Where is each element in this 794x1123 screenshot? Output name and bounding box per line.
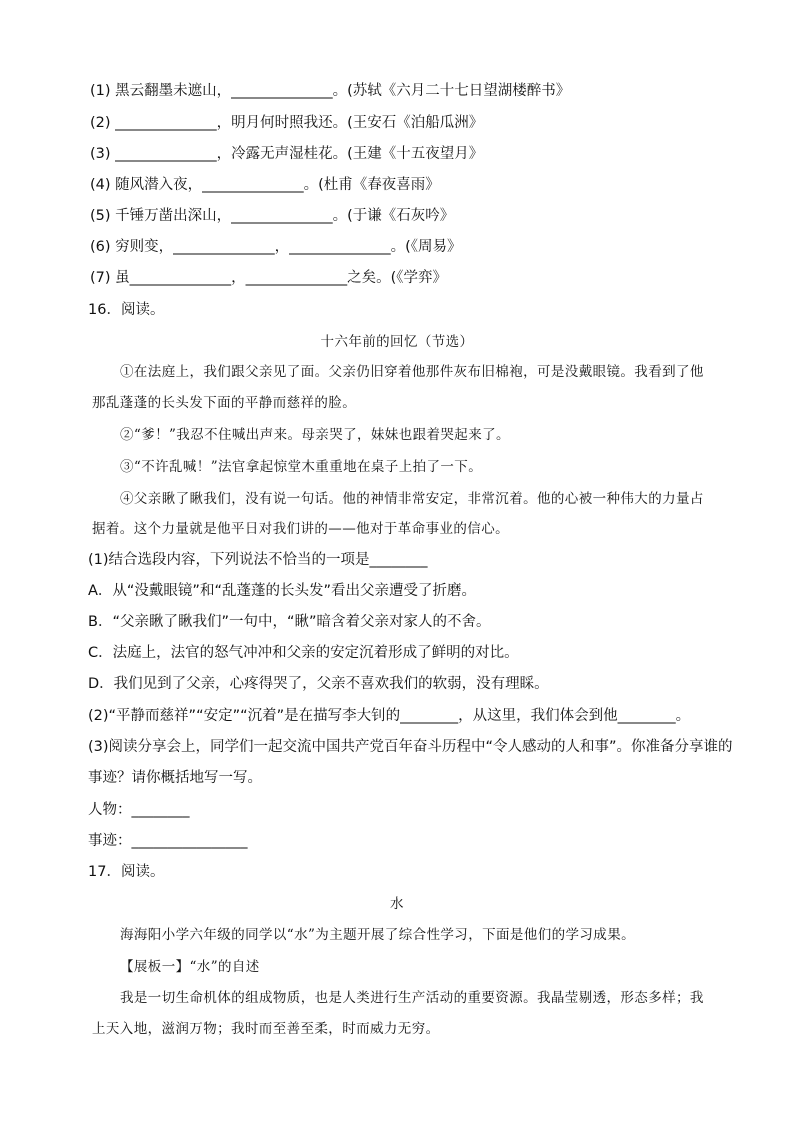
q17-passage-line: 海海阳小学六年级的同学以“水”为主题开展了综合性学习，下面是他们的学习成果。	[120, 927, 636, 943]
q17-passage-title: 水	[390, 896, 404, 912]
q16-passage-line: 那乱蓬蓬的长头发下面的平静而慈祥的脸。	[92, 395, 357, 411]
q16-question-2: (2)“平静而慈祥”“安定”“沉着”是在描写李大钊的________，从这里，我们体会到他________。	[88, 708, 691, 724]
q16-question-3-cont: 事迹？请你概括地写一写。	[88, 770, 262, 786]
q16-option-d: D．我们见到了父亲，心疼得哭了，父亲不喜欢我们的软弱，没有理睬。	[88, 676, 549, 692]
q16-option-a: A．从“没戴眼镜”和“乱蓬蓬的长头发”看出父亲遭受了折磨。	[88, 583, 476, 599]
fill-blank-2: (2) ______________，明月何时照我还。(王安石《泊船瓜洲》	[90, 115, 484, 131]
fill-blank-5: (5) 千锤万凿出深山，______________。(于谦《石灰吟》	[90, 208, 455, 224]
q16-question-3: (3)阅读分享会上，同学们一起交流中国共产党百年奋斗历程中“令人感动的人和事”。你准备分享谁的	[88, 739, 733, 755]
q16-question-1: (1)结合选段内容，下列说法不恰当的一项是________	[88, 552, 428, 568]
q16-person-field: 人物：________	[88, 802, 190, 818]
q16-passage-line: 据着。这个力量就是他平日对我们讲的——他对于革命事业的信心。	[92, 521, 509, 537]
fill-blank-4: (4) 随风潜入夜，______________。(杜甫《春夜喜雨》	[90, 177, 440, 193]
q16-passage-line: ④父亲瞅了瞅我们，没有说一句话。他的神情非常安定，非常沉着。他的心被一种伟大的力量占	[120, 491, 704, 507]
q16-passage-line: ②“爹！”我忍不住喊出声来。母亲哭了，妹妹也跟着哭起来了。	[120, 427, 510, 443]
q16-deed-field: 事迹：________________	[88, 833, 248, 849]
fill-blank-1: (1) 黑云翻墨未遮山，______________。(苏轼《六月二十七日望湖楼醉书》	[90, 83, 571, 99]
q17-heading: 17．阅读。	[88, 864, 165, 880]
q17-passage-line: 我是一切生命机体的组成物质，也是人类进行生产活动的重要资源。我晶莹剔透，形态多样；我	[120, 990, 704, 1006]
q16-option-b: B．“父亲瞅了瞅我们”一句中，“瞅”暗含着父亲对家人的不舍。	[88, 614, 491, 630]
fill-blank-6: (6) 穷则变，______________，______________。(《周易》	[90, 239, 462, 255]
q17-board-title: 【展板一】“水”的自述	[120, 959, 260, 975]
q16-passage-title: 十六年前的回忆（节选）	[320, 334, 474, 350]
q16-passage-line: ①在法庭上，我们跟父亲见了面。父亲仍旧穿着他那件灰布旧棉袍，可是没戴眼镜。我看到了他	[120, 364, 704, 380]
q16-passage-line: ③“不许乱喊！”法官拿起惊堂木重重地在桌子上拍了一下。	[120, 459, 483, 475]
fill-blank-3: (3) ______________，冷露无声湿桂花。(王建《十五夜望月》	[90, 146, 484, 162]
fill-blank-7: (7) 虽______________，______________之矣。(《学弈》	[90, 270, 448, 286]
q16-option-c: C．法庭上，法官的怒气冲冲和父亲的安定沉着形成了鲜明的对比。	[88, 645, 519, 661]
q17-passage-line: 上天入地，滋润万物；我时而至善至柔，时而威力无穷。	[92, 1021, 440, 1037]
q16-heading: 16．阅读。	[88, 302, 165, 318]
